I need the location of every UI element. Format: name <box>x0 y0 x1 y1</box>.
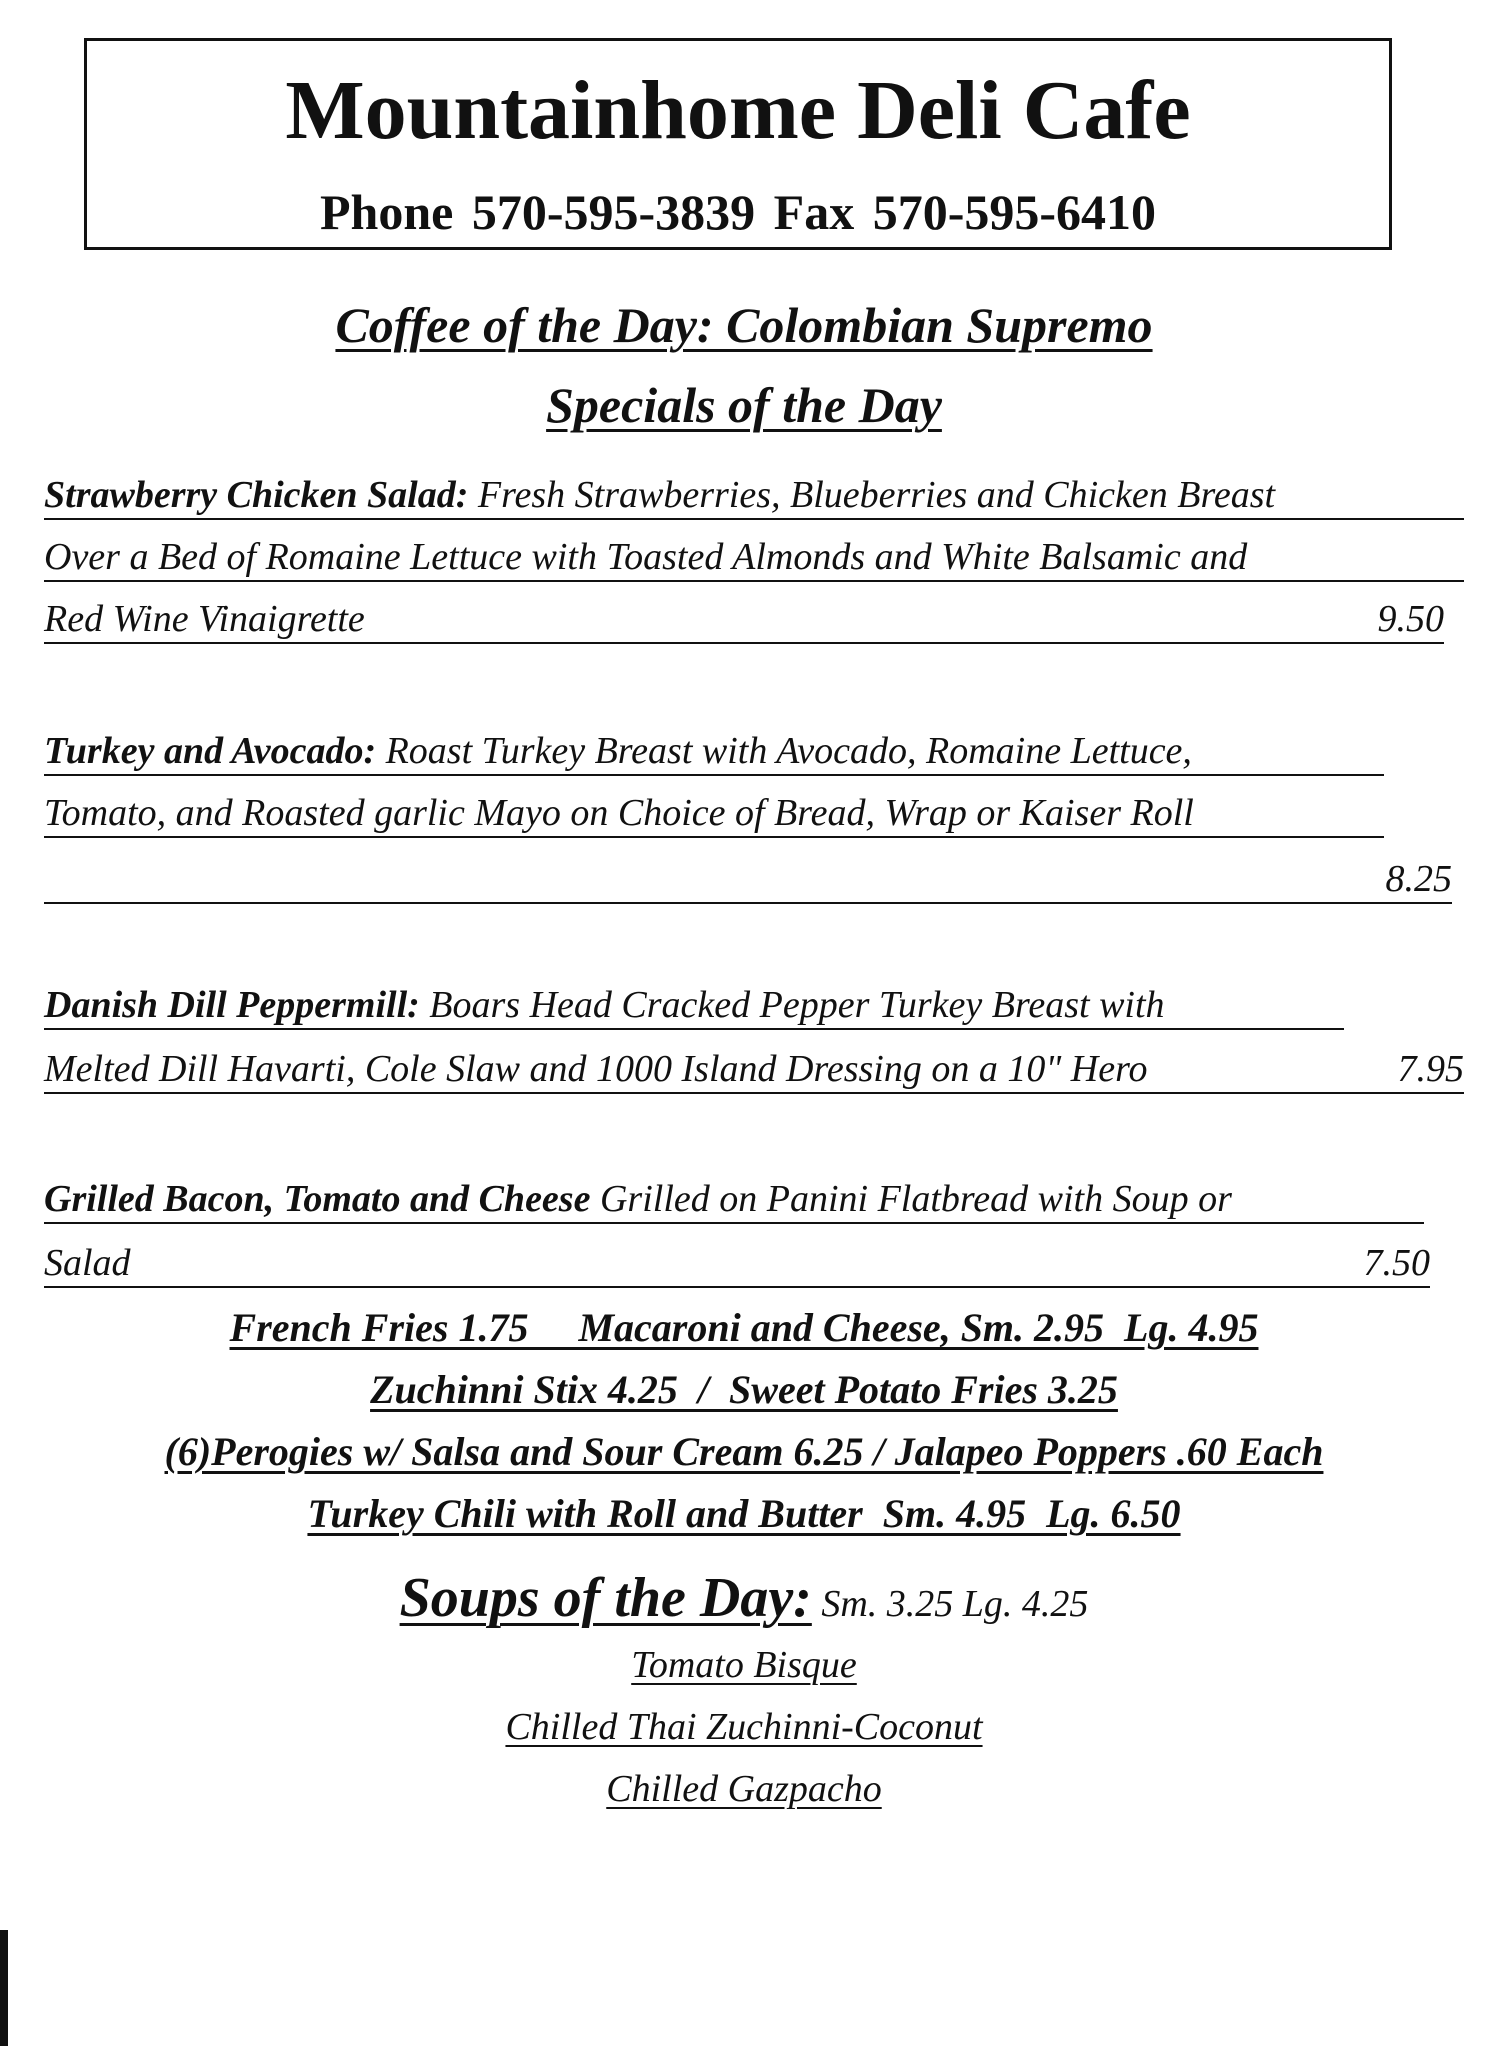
header-box <box>84 38 1392 250</box>
scan-edge-mark <box>0 1930 8 2046</box>
special-2-line-1: Turkey and Avocado: Roast Turkey Breast with Avocado, Romaine Lettuce, <box>44 732 1384 776</box>
special-3-line-1: Danish Dill Peppermill: Boars Head Cracked Pepper Turkey Breast with <box>44 986 1344 1030</box>
soups-heading: Soups of the Day: Sm. 3.25 Lg. 4.25 <box>399 1567 1089 1629</box>
special-4-line-2: Salad 7.50 <box>44 1244 1430 1288</box>
sides-line-1: French Fries 1.75 Macaroni and Cheese, Sm. 2.95 Lg. 4.95 <box>229 1305 1259 1350</box>
soup-item: Tomato Bisque <box>631 1644 857 1686</box>
special-3-line-2: Melted Dill Havarti, Cole Slaw and 1000 Island Dressing on a 10" Hero 7.95 <box>44 1050 1464 1094</box>
special-2-price-line <box>44 860 1452 904</box>
coffee-of-the-day: Coffee of the Day: Colombian Supremo <box>335 297 1153 353</box>
special-4-line-1: Grilled Bacon, Tomato and Cheese Grilled on Panini Flatbread with Soup or <box>44 1180 1424 1224</box>
special-1-line-1: Strawberry Chicken Salad: Fresh Strawberries, Blueberries and Chicken Breast <box>44 476 1464 520</box>
sides-line-4: Turkey Chili with Roll and Butter Sm. 4.95 Lg. 6.50 <box>307 1491 1181 1536</box>
contact-info: Phone 570-595-3839 Fax 570-595-6410 <box>320 184 1156 240</box>
special-2-line-2: Tomato, and Roasted garlic Mayo on Choice of Bread, Wrap or Kaiser Roll <box>44 794 1384 838</box>
specials-heading: Specials of the Day <box>546 377 942 433</box>
special-1-price: 9.50 <box>1377 598 1444 640</box>
sides-line-2: Zuchinni Stix 4.25 / Sweet Potato Fries 3.25 <box>370 1367 1118 1412</box>
special-2-price: 8.25 <box>1385 858 1452 900</box>
cafe-name: Mountainhome Deli Cafe <box>285 64 1191 157</box>
special-1-line-3: Red Wine Vinaigrette 9.50 <box>44 600 1444 644</box>
sides-line-3: (6)Perogies w/ Salsa and Sour Cream 6.25 / Jalapeo Poppers .60 Each <box>164 1429 1324 1474</box>
special-4-price: 7.50 <box>1363 1242 1430 1284</box>
soups-sizes: Sm. 3.25 Lg. 4.25 <box>811 1583 1089 1625</box>
soup-item: Chilled Thai Zuchinni-Coconut <box>505 1706 983 1748</box>
special-3-price: 7.95 <box>1397 1048 1464 1090</box>
soup-item: Chilled Gazpacho <box>606 1768 882 1810</box>
special-1-line-2: Over a Bed of Romaine Lettuce with Toasted Almonds and White Balsamic and <box>44 538 1464 582</box>
